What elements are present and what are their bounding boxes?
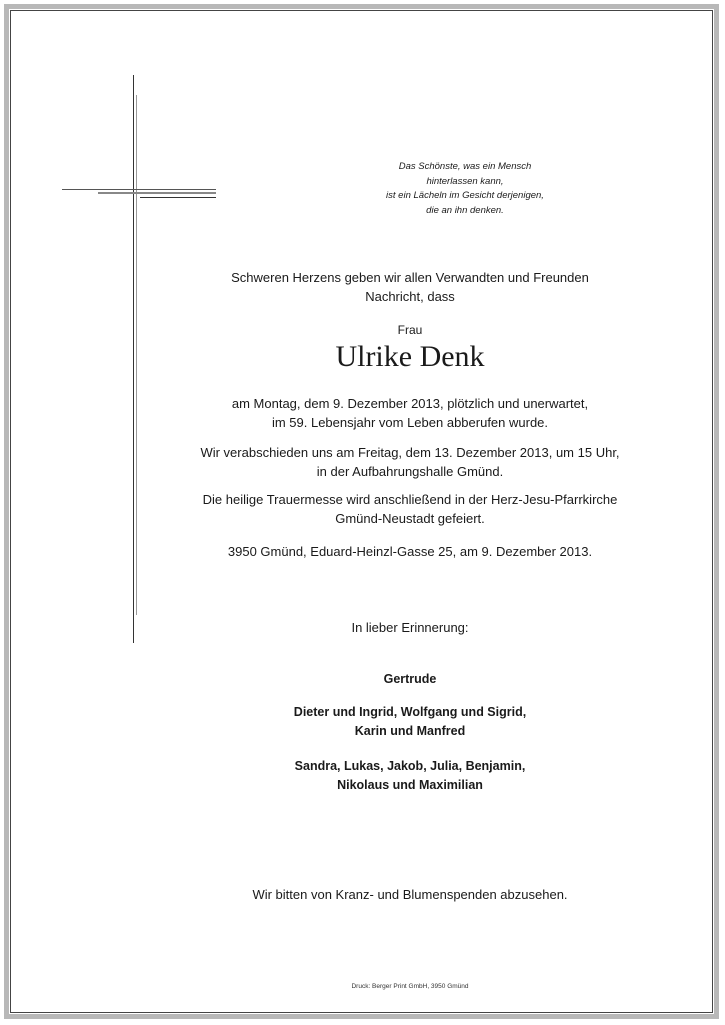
farewell-notice: [160, 443, 660, 481]
quote-line: die an ihn denken.: [426, 204, 504, 216]
farewell-line: Wir verabschieden uns am Freitag, dem 13. Dezember 2013, um 15 Uhr,: [200, 445, 620, 460]
cross-horizontal-line-secondary: [98, 192, 216, 194]
intro-text: [160, 268, 660, 306]
quote-line: Das Schönste, was ein Mensch: [398, 161, 532, 172]
quote-line: ist ein Lächeln im Gesicht derjenigen,: [386, 190, 544, 201]
mourner-line: Gertrude: [383, 672, 437, 686]
quote-line: hinterlassen kann,: [426, 175, 504, 187]
mourner-group: [160, 670, 660, 689]
printer-imprint: Druck: Berger Print GmbH, 3950 Gmünd: [351, 983, 469, 990]
mass-line: Gmünd-Neustadt gefeiert.: [335, 511, 485, 526]
memorial-quote: [360, 160, 570, 218]
deceased-name: Ulrike Denk: [335, 340, 485, 373]
death-line: am Montag, dem 9. Dezember 2013, plötzlich und unerwartet,: [231, 396, 589, 411]
place-date: 3950 Gmünd, Eduard-Heinzl-Gasse 25, am 9. Dezember 2013.: [227, 544, 593, 559]
cross-vertical-line-secondary: [136, 95, 137, 615]
mourner-group: [160, 757, 660, 795]
memory-heading: In lieber Erinnerung:: [351, 620, 469, 635]
salutation: Frau: [397, 323, 423, 337]
mourner-line: Sandra, Lukas, Jakob, Julia, Benjamin,: [294, 759, 526, 773]
farewell-line: in der Aufbahrungshalle Gmünd.: [316, 464, 504, 479]
mass-line: Die heilige Trauermesse wird anschließend in der Herz-Jesu-Pfarrkirche: [202, 492, 618, 507]
intro-line: Schweren Herzens geben wir allen Verwandten und Freunden: [231, 270, 589, 285]
flower-request: Wir bitten von Kranz- und Blumenspenden abzusehen.: [252, 887, 568, 902]
cross-vertical-line: [133, 75, 134, 643]
cross-horizontal-line: [62, 189, 216, 190]
death-notice: [160, 394, 660, 432]
mourner-line: Karin und Manfred: [354, 724, 466, 738]
mourner-line: Nikolaus und Maximilian: [337, 778, 483, 792]
death-line: im 59. Lebensjahr vom Leben abberufen wurde.: [271, 415, 549, 430]
mourner-line: Dieter und Ingrid, Wolfgang und Sigrid,: [293, 705, 527, 719]
intro-line: Nachricht, dass: [365, 289, 455, 304]
mass-notice: [160, 490, 660, 528]
cross-horizontal-line-tertiary: [140, 197, 216, 198]
mourner-group: [160, 703, 660, 741]
